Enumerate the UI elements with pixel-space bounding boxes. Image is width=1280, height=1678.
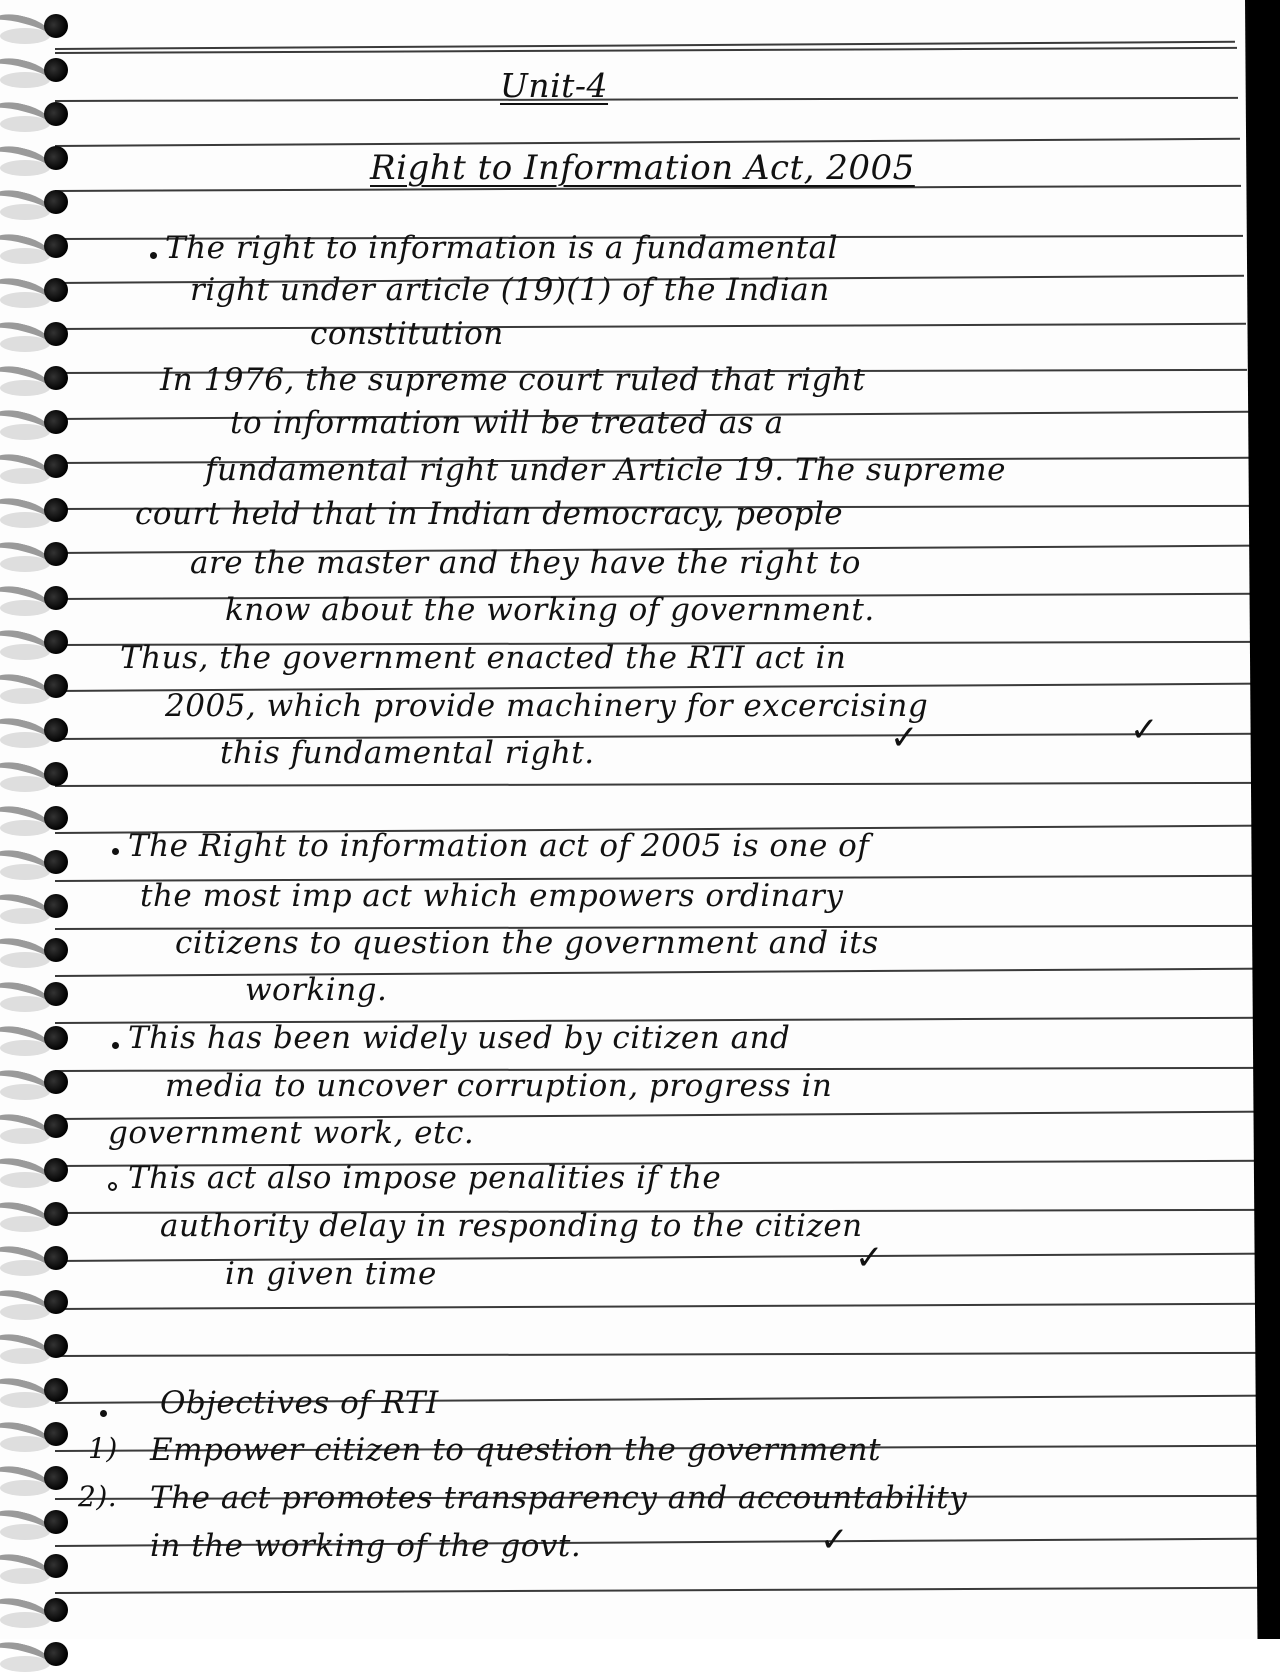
list-item: in the working of the govt. [150, 1528, 582, 1564]
text-line: 2005, which provide machinery for excercising [165, 688, 929, 724]
spiral-ring [0, 846, 75, 880]
spiral-ring [0, 978, 75, 1012]
spiral-ring [0, 406, 75, 440]
spiral-ring [0, 318, 75, 352]
text-line: this fundamental right. [220, 735, 595, 771]
bullet-icon [150, 252, 157, 259]
text-line: in given time [225, 1256, 437, 1292]
tick-mark-icon: ✓ [1130, 710, 1159, 750]
spiral-ring [0, 538, 75, 572]
text-line: The Right to information act of 2005 is one of [128, 828, 870, 864]
spiral-ring [0, 1506, 75, 1540]
bullet-icon [100, 1410, 107, 1417]
spiral-ring [0, 714, 75, 748]
spiral-ring [0, 670, 75, 704]
spiral-ring [0, 98, 75, 132]
spiral-ring [0, 1066, 75, 1100]
spiral-ring [0, 1374, 75, 1408]
tick-mark-icon: ✓ [820, 1520, 849, 1560]
page-title: Right to Information Act, 2005 [370, 148, 915, 188]
text-line: This has been widely used by citizen and [128, 1020, 791, 1056]
spiral-ring [0, 934, 75, 968]
list-number: 2). [78, 1480, 118, 1513]
spiral-ring [0, 1550, 75, 1584]
list-item: The act promotes transparency and accountability [150, 1480, 968, 1516]
spiral-ring [0, 142, 75, 176]
spiral-ring [0, 54, 75, 88]
spiral-ring [0, 450, 75, 484]
spiral-ring [0, 1110, 75, 1144]
spiral-ring [0, 802, 75, 836]
text-line: know about the working of government. [225, 592, 875, 628]
text-line: right under article (19)(1) of the Indian [190, 272, 830, 308]
list-item: Empower citizen to question the government [150, 1432, 882, 1468]
spiral-ring [0, 1154, 75, 1188]
list-number: 1) [88, 1432, 118, 1465]
ruled-line [55, 97, 1238, 102]
spiral-ring [0, 1022, 75, 1056]
ruled-line [55, 968, 1265, 977]
spiral-ring [0, 1418, 75, 1452]
bullet-icon [112, 1042, 119, 1049]
spiral-ring [0, 1286, 75, 1320]
bullet-icon [108, 1182, 117, 1191]
text-line: are the master and they have the right to [190, 545, 861, 581]
text-line: fundamental right under Article 19. The supreme [205, 452, 1006, 488]
text-line: government work, etc. [108, 1115, 475, 1151]
spiral-ring [0, 626, 75, 660]
spiral-ring [0, 758, 75, 792]
tick-mark-icon: ✓ [855, 1238, 884, 1278]
ruled-line [55, 1587, 1265, 1594]
text-line: citizens to question the government and its [175, 925, 879, 961]
ruled-line [55, 138, 1239, 147]
spiral-ring [0, 274, 75, 308]
spiral-ring [0, 1198, 75, 1232]
spiral-ring [0, 890, 75, 924]
spiral-ring [0, 1330, 75, 1364]
spiral-ring [0, 1462, 75, 1496]
spiral-ring [0, 1638, 75, 1672]
unit-heading: Unit-4 [500, 66, 609, 105]
text-line: court held that in Indian democracy, people [135, 496, 844, 532]
objectives-heading: Objectives of RTI [160, 1385, 439, 1421]
tick-mark-icon: ✓ [890, 718, 919, 758]
ruled-line [55, 782, 1261, 787]
spiral-ring [0, 582, 75, 616]
text-line: to information will be treated as a [230, 405, 784, 441]
text-line: working. [245, 972, 388, 1008]
spiral-ring [0, 10, 75, 44]
spiral-ring [0, 230, 75, 264]
spiral-ring [0, 494, 75, 528]
text-line: In 1976, the supreme court ruled that right [160, 362, 866, 398]
ruled-line [55, 1352, 1265, 1357]
text-line: the most imp act which empowers ordinary [140, 878, 844, 914]
ruled-line [55, 1303, 1265, 1310]
bullet-icon [112, 848, 119, 855]
spiral-ring [0, 1594, 75, 1628]
spiral-ring [0, 186, 75, 220]
text-line: constitution [310, 316, 504, 352]
page-edge-shadow [1230, 0, 1280, 1639]
text-line: Thus, the government enacted the RTI act in [120, 640, 847, 676]
text-line: The right to information is a fundamental [165, 230, 839, 266]
text-line: media to uncover corruption, progress in [165, 1068, 833, 1104]
text-line: authority delay in responding to the citizen [160, 1208, 863, 1244]
spiral-ring [0, 362, 75, 396]
text-line: This act also impose penalities if the [128, 1160, 722, 1196]
spiral-ring [0, 1242, 75, 1276]
ruled-line [55, 323, 1245, 330]
